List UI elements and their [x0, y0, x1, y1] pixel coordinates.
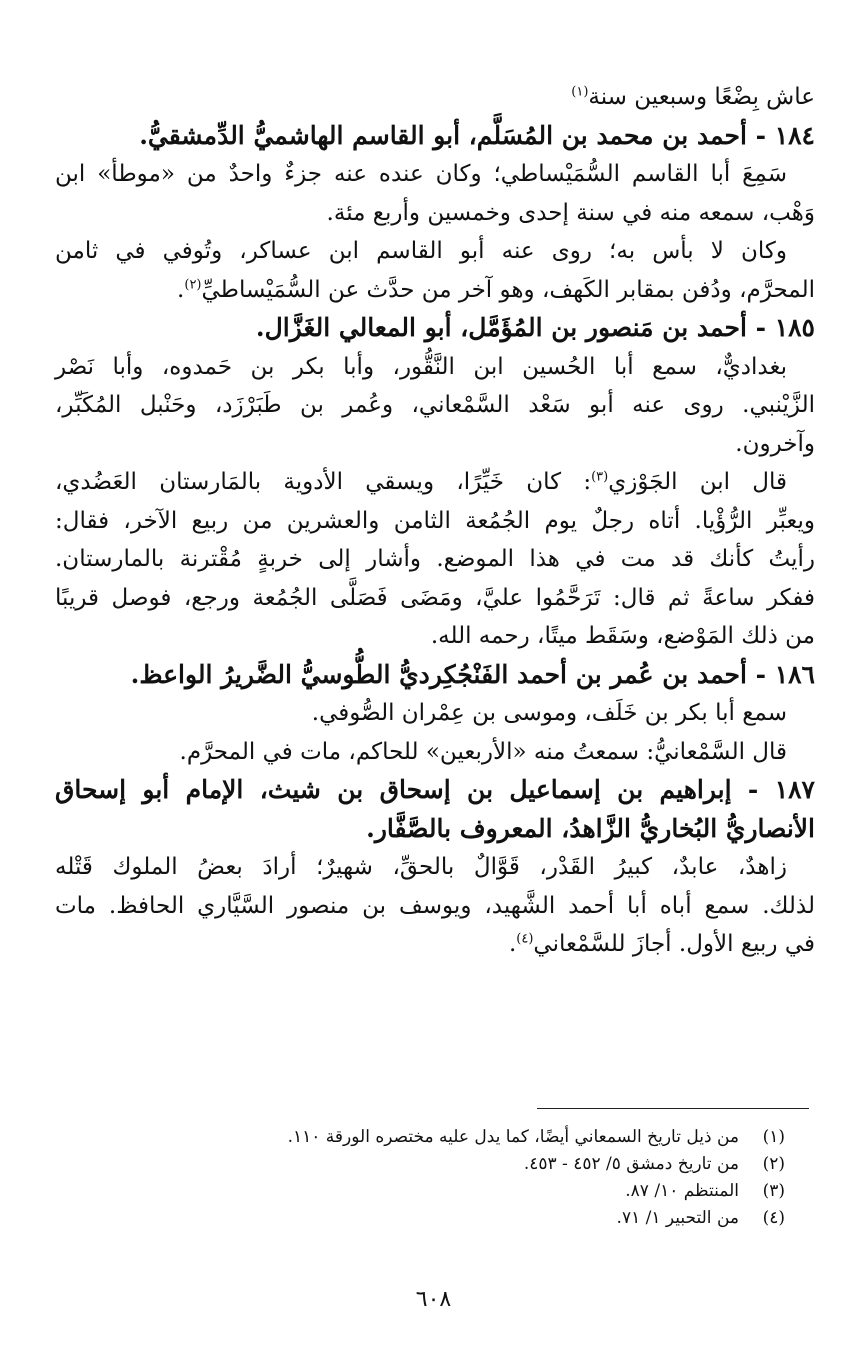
footnote	[60, 1151, 785, 1178]
body-line: ويعبِّر الرُّؤْيا. أتاه رجلٌ يوم الجُمُعة الثامن والعشرين من ربيع الآخر، فقال:	[55, 507, 815, 534]
body-line: رأيتُ كأنك قد مت في هذا الموضع. وأشار إلى خربةٍ مُقْترنة بالمارستان.	[55, 546, 815, 572]
body-text	[55, 78, 815, 964]
footnote-number: (٤)	[762, 1208, 785, 1228]
footnote-separator	[537, 1108, 809, 1109]
footnote-number: (١)	[762, 1127, 785, 1147]
footnote-marker: (٢)	[184, 276, 202, 292]
entry-heading-184: ١٨٤ - أحمد بن محمد بن المُسَلَّم، أبو القاسم الهاشميُّ الدِّمشقيُّ.	[139, 120, 815, 150]
body-line: لذلك. سمع أباه أبا أحمد الشَّهيد، ويوسف بن منصور السَّيَّاري الحافظ. مات	[55, 892, 815, 919]
body-line: وَهْب، سمعه منه في سنة إحدى وخمسين وأربع مئة.	[326, 199, 815, 226]
footnote-text: من التحبير ١/ ٧١.	[616, 1208, 739, 1228]
body-line: وآخرون.	[735, 430, 815, 457]
footnote	[60, 1124, 785, 1151]
body-line: وكان لا بأس به؛ روى عنه أبو القاسم ابن عساكر، وتُوفي في ثامن	[55, 238, 787, 264]
body-line: قال ابن الجَوْزي$^{(٣)}$: كان خَيِّرًا، ويسقي الأدوية بالمَارستان العَضُدي،	[55, 469, 787, 495]
footnote-marker: (٣)	[591, 469, 609, 485]
footnote-text: المنتظم ١٠/ ٨٧.	[625, 1181, 739, 1201]
body-line: زاهدٌ، عابدٌ، كبيرُ القَدْر، قَوَّالٌ بالحقِّ، شهيرٌ؛ أرادَ بعضُ الملوك قَتْله	[55, 854, 787, 880]
footnote-text: من تاريخ دمشق ٥/ ٤٥٢ - ٤٥٣.	[523, 1154, 739, 1174]
body-line: المحرَّم، ودُفن بمقابر الكَهف، وهو آخر من حدَّث عن السُّمَيْساطيِّ$^{(٢)}$.	[177, 276, 815, 303]
entry-heading-186: ١٨٦ - أحمد بن عُمر بن أحمد الفَنْجُكِرديُّ الطُّوسيُّ الضَّريرُ الواعظ.	[130, 659, 815, 689]
body-line: سمع أبا بكر بن خَلَف، وموسى بن عِمْران الصُّوفي.	[311, 700, 787, 726]
entry-heading-187: ١٨٧ - إبراهيم بن إسماعيل بن إسحاق بن شيث، الإمام أبو إسحاق	[55, 775, 815, 804]
footnote-number: (٢)	[762, 1154, 785, 1174]
footnotes	[60, 1124, 785, 1232]
body-line: سَمِعَ أبا القاسم السُّمَيْساطي؛ وكان عنده عنه جزءٌ واحدٌ من «موطأ» ابن	[55, 161, 787, 187]
body-line: في ربيع الأول. أجازَ للسَّمْعاني$^{(٤)}$.	[508, 931, 815, 957]
footnote	[60, 1178, 785, 1205]
page-number: ٦٠٨	[415, 1287, 452, 1312]
footnote-marker: (٤)	[516, 931, 534, 947]
body-line: قال السَّمْعانيُّ: سمعتُ منه «الأربعين» للحاكم، مات في المحرَّم.	[179, 738, 787, 765]
body-line: من ذلك المَوْضع، وسَقَط ميتًا، رحمه الله.	[430, 623, 815, 649]
entry-heading-185: ١٨٥ - أحمد بن مَنصور بن المُؤَمَّل، أبو المعالي الغَزَّال.	[255, 313, 815, 342]
entry-heading-187-cont: الأنصاريُّ البُخاريُّ الزَّاهدُ، المعروف بالصَّفَّار.	[366, 813, 815, 843]
body-line: عاش بِضْعًا وسبعين سنة$^{(١)}$	[571, 84, 815, 110]
body-line: ففكر ساعةً ثم قال: تَرَحَّمُوا عليَّ، ومَضَى فَصَلَّى الجُمُعة ورجع، فوصل قريبًا	[55, 584, 815, 611]
body-line: الزَّيْنبي. روى عنه أبو سَعْد السَّمْعاني، وعُمر بن طَبَرْزَد، وحَنْبل المُكَبِّر،	[55, 392, 815, 418]
footnote-text: من ذيل تاريخ السمعاني أيضًا، كما يدل عليه مختصره الورقة ١١٠.	[287, 1127, 739, 1147]
footnote	[60, 1205, 785, 1232]
footnote-number: (٣)	[762, 1181, 785, 1201]
body-line: بغداديٌّ، سمع أبا الحُسين ابن النَّقُّور، وأبا بكر بن حَمدوه، وأبا نَصْر	[55, 353, 787, 380]
